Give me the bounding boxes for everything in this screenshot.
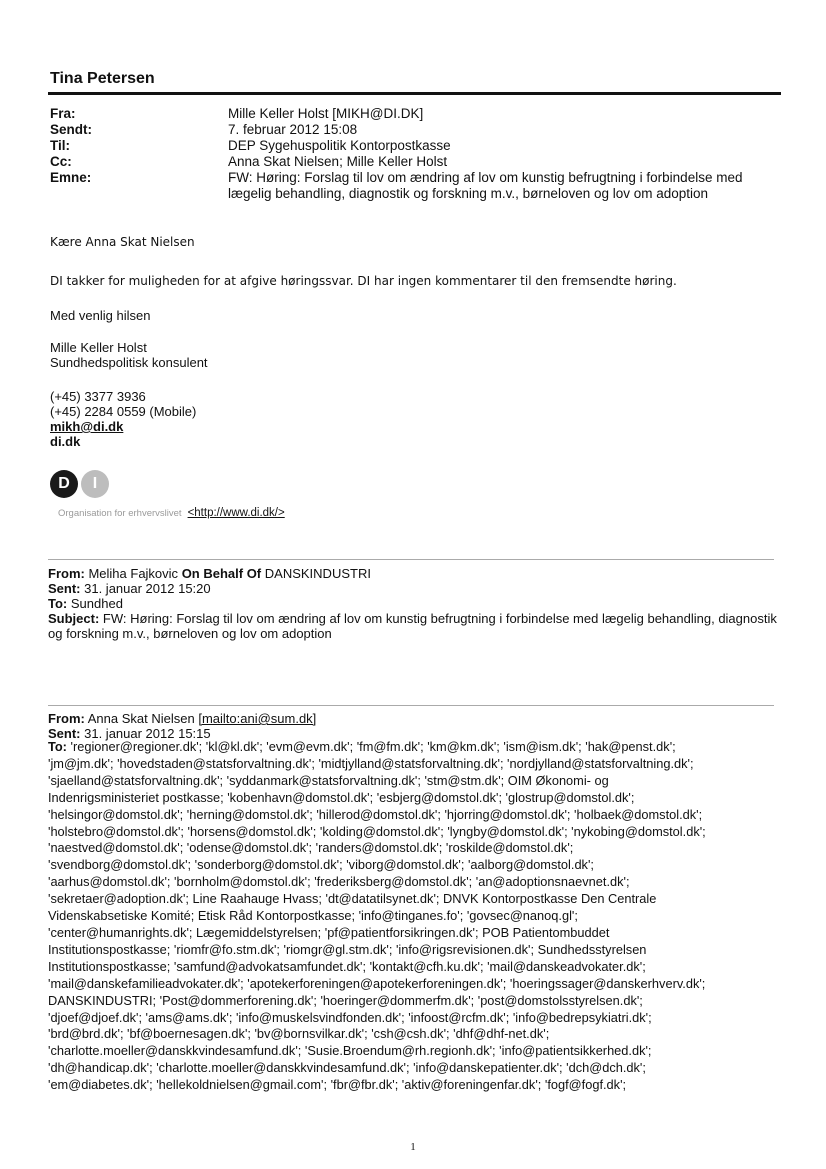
recipient-line: 'jm@jm.dk'; 'hovedstaden@statsforvaltning.dk'; 'midtjylland@statsforvaltning.dk'; 'nordjylland@statsforvaltning.dk'; [48,755,694,771]
recipient-line: 'mail@danskefamilieadvokater.dk'; 'apotekerforeningen@apotekerforeningen.dk'; 'hoeringssager@danskerhverv.dk'; [48,975,706,991]
recipient-line: 'svendborg@domstol.dk'; 'sonderborg@domstol.dk'; 'viborg@domstol.dk'; 'aalborg@domstol.dk'; [48,857,594,873]
signature-web: di.dk [50,434,81,449]
signature-block [50,340,208,370]
recipient-line: To: 'regioner@regioner.dk'; 'kl@kl.dk'; 'evm@evm.dk'; 'fm@fm.dk'; 'km@km.dk'; 'ism@ism.dk'; 'hak@penst.dk'; [48,739,676,754]
signature-phone: (+45) 3377 3936 [50,389,146,404]
header-label: Til: [50,138,70,153]
forward-header-2 [48,711,783,741]
recipient-line: 'aarhus@domstol.dk'; 'bornholm@domstol.dk'; 'frederiksberg@domstol.dk'; 'an@adoptionsnaevnet.dk'; [48,874,630,890]
header-label: Sendt: [50,122,92,137]
logo-i-circle: I [81,470,109,498]
header-label: Fra: [50,106,76,121]
recipient-line: 'em@diabetes.dk'; 'hellekoldnielsen@gmail.com'; 'fbr@fbr.dk'; 'aktiv@foreningenfar.dk'; 'fogf@fogf.dk'; [48,1077,627,1093]
email-header [50,106,758,202]
org-tagline: Organisation for erhvervslivet [58,508,182,519]
forward1-from: From: Meliha Fajkovic On Behalf Of DANSKINDUSTRI [48,566,371,581]
forward2-from: From: Anna Skat Nielsen [mailto:ani@sum.dk] [48,711,317,726]
signature-email-link[interactable]: mikh@di.dk [50,419,124,434]
header-value: DEP Sygehuspolitik Kontorpostkasse [228,138,451,153]
greeting: Kære Anna Skat Nielsen [50,235,195,249]
header-rule [48,92,781,95]
forward2-to-label: To: [48,739,67,754]
page-number: 1 [410,1141,416,1153]
header-row-from [50,106,758,122]
forward1-sent: Sent: 31. januar 2012 15:20 [48,581,211,596]
document-owner-name: Tina Petersen [50,70,155,87]
header-row-to [50,138,758,154]
forward-divider-2 [48,705,774,706]
recipient-list [48,739,788,1094]
signature-contact [50,389,196,449]
forward-header-1 [48,566,783,641]
forward2-sent: Sent: 31. januar 2012 15:15 [48,726,211,741]
signature-mobile: (+45) 2284 0559 (Mobile) [50,404,197,419]
forward1-to: To: Sundhed [48,596,123,611]
org-website-link[interactable]: <http://www.di.dk/> [187,507,285,519]
header-row-sent [50,122,758,138]
header-row-subject [50,170,758,202]
recipient-line: 'sjaelland@statsforvaltning.dk'; 'syddanmark@statsforvaltning.dk'; 'stm@stm.dk'; OIM Økonomi- og [48,772,609,788]
recipient-line: Indenrigsministeriet postkasse; 'kobenhavn@domstol.dk'; 'esbjerg@domstol.dk'; 'glostrup@domstol.dk'; [48,789,635,805]
recipient-line: 'brd@brd.dk'; 'bf@boernesagen.dk'; 'bv@bornsvilkar.dk'; 'csh@csh.dk'; 'dhf@dhf-net.dk'; [48,1026,550,1042]
forward1-subject: Subject: FW: Høring: Forslag til lov om ændring af lov om kunstig befrugtning i forbindelse med lægelig behandling, diagnostik og forskning m.v., børneloven og lov om adoption [48,611,777,641]
recipient-line: 'helsingor@domstol.dk'; 'herning@domstol.dk'; 'hillerod@domstol.dk'; 'hjorring@domstol.dk'; 'holbaek@domstol.dk'; [48,806,703,822]
header-row-cc [50,154,758,170]
header-label: Emne: [50,170,92,185]
recipient-line: Institutionspostkasse; 'samfund@advokatsamfundet.dk'; 'kontakt@cfh.ku.dk'; 'mail@danskeadvokater.dk'; [48,958,646,974]
header-value: FW: Høring: Forslag til lov om ændring af lov om kunstig befrugtning i forbindelse med lægelig behandling, diagnostik og forskning m.v., børneloven og lov om adoption [228,170,743,201]
signature-title: Sundhedspolitisk konsulent [50,355,208,370]
recipient-line: 'holstebro@domstol.dk'; 'horsens@domstol.dk'; 'kolding@domstol.dk'; 'lyngby@domstol.dk'; 'nykobing@domstol.dk'; [48,823,706,839]
message-body: DI takker for muligheden for at afgive høringssvar. DI har ingen kommentarer til den fremsendte høring. [50,274,677,288]
header-label: Cc: [50,154,72,169]
di-logo [50,470,109,498]
header-value: 7. februar 2012 15:08 [228,122,358,137]
recipient-line: Institutionspostkasse; 'riomfr@fo.stm.dk'; 'riomgr@gl.stm.dk'; 'info@rigsrevisionen.dk'; Sundhedsstyrelsen [48,941,647,957]
recipient-line: 'dh@handicap.dk'; 'charlotte.moeller@danskkvindesamfund.dk'; 'info@danskepatienter.dk'; 'dch@dch.dk'; [48,1060,646,1076]
recipient-line: 'center@humanrights.dk'; Lægemiddelstyrelsen; 'pf@patientforsikringen.dk'; POB Patientombuddet [48,924,610,940]
recipient-line: 'sekretaer@adoption.dk'; Line Raahauge Hvass; 'dt@datatilsynet.dk'; DNVK Kontorpostkasse Den Centrale [48,891,657,907]
header-value: Mille Keller Holst [MIKH@DI.DK] [228,106,424,121]
recipient-line: 'djoef@djoef.dk'; 'ams@ams.dk'; 'info@muskelsvindfonden.dk'; 'infoost@rcfm.dk'; 'info@bedrepsykiatri.dk'; [48,1009,652,1025]
logo-d-circle: D [50,470,78,498]
forward-divider-1 [48,559,774,560]
recipient-line: DANSKINDUSTRI; 'Post@dommerforening.dk'; 'hoeringer@dommerfm.dk'; 'post@domstolsstyrelsen.dk'; [48,992,643,1008]
recipient-line: 'naestved@domstol.dk'; 'odense@domstol.dk'; 'randers@domstol.dk'; 'roskilde@domstol.dk'; [48,840,574,856]
closing: Med venlig hilsen [50,308,151,323]
header-value: Anna Skat Nielsen; Mille Keller Holst [228,154,448,169]
org-line [58,507,285,519]
forward2-mailto-link[interactable]: [mailto:ani@sum.dk] [198,711,317,726]
recipient-line: 'charlotte.moeller@danskkvindesamfund.dk'; 'Susie.Broendum@rh.regionh.dk'; 'info@patientsikkerhed.dk'; [48,1043,652,1059]
recipient-line: Videnskabsetiske Komité; Etisk Råd Kontorpostkasse; 'info@tinganes.fo'; 'govsec@nanoq.gl'; [48,908,578,924]
signature-name: Mille Keller Holst [50,340,147,355]
